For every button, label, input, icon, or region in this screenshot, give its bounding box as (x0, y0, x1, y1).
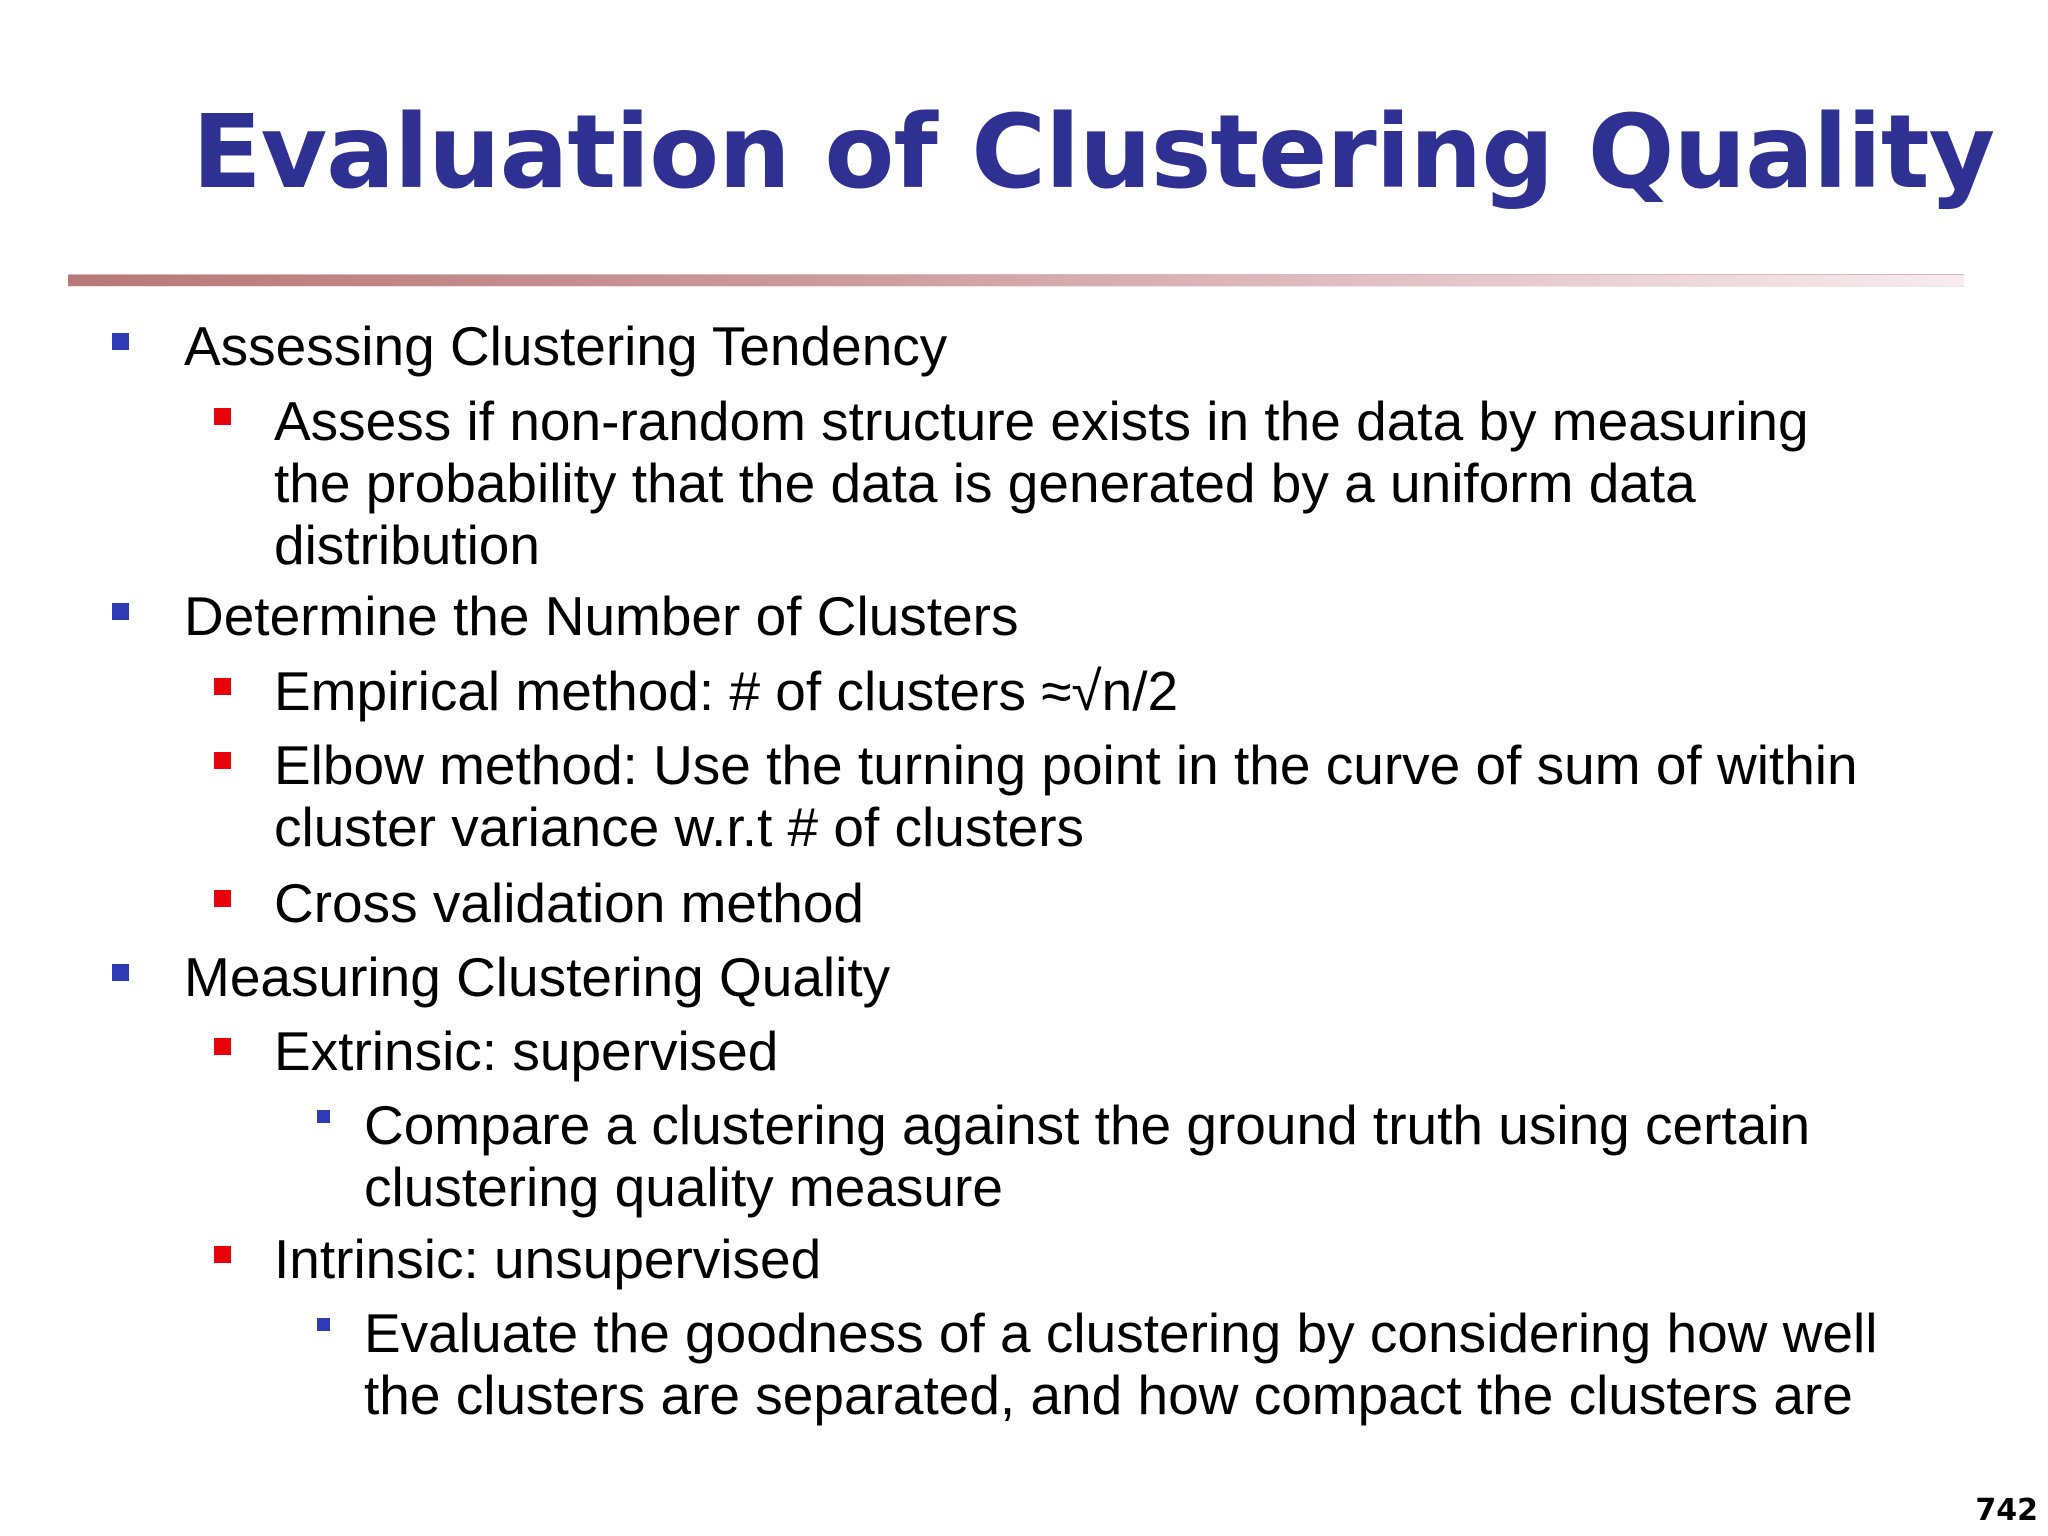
bullet-text-line: the clusters are separated, and how compact the clusters are (364, 1364, 1853, 1426)
bullet-text-line: clustering quality measure (364, 1156, 1003, 1218)
bullet-text: Assessing Clustering Tendency (184, 315, 948, 377)
bullet-text-line: distribution (274, 514, 540, 576)
bullet-determine-number-of-clusters (184, 585, 1018, 647)
bullet-extrinsic-supervised (274, 1020, 778, 1082)
square-bullet-icon (214, 1038, 231, 1055)
bullet-text-line: cluster variance w.r.t # of clusters (274, 796, 1085, 858)
bullet-assessing-clustering-tendency (184, 315, 947, 377)
bullet-text-line: Assess if non-random structure exists in the data by measuring (274, 390, 1809, 452)
square-bullet-icon (317, 1318, 330, 1331)
square-bullet-icon (214, 1246, 231, 1263)
square-bullet-icon (214, 678, 231, 695)
bullet-text: Empirical method: # of clusters ≈√n/2 (274, 660, 1179, 722)
title-divider (68, 274, 1964, 287)
bullet-text: Cross validation method (274, 872, 865, 934)
bullet-text-line: the probability that the data is generated by a uniform data (274, 452, 1696, 514)
bullet-evaluate-goodness (364, 1302, 1877, 1426)
bullet-text-line: Compare a clustering against the ground truth using certain (364, 1094, 1811, 1156)
bullet-elbow-method (274, 734, 1858, 858)
page-number: 742 (1975, 1493, 2038, 1528)
bullet-measuring-clustering-quality (184, 946, 890, 1008)
square-bullet-icon (214, 752, 231, 769)
bullet-text: Extrinsic: supervised (274, 1020, 779, 1082)
bullet-compare-against-ground-truth (364, 1094, 1810, 1218)
bullet-text: Intrinsic: unsupervised (274, 1228, 822, 1290)
bullet-text-line: Evaluate the goodness of a clustering by considering how well (364, 1302, 1878, 1364)
bullet-text: Determine the Number of Clusters (184, 585, 1019, 647)
bullet-intrinsic-unsupervised (274, 1228, 821, 1290)
bullet-empirical-method (274, 660, 1178, 722)
slide-title: Evaluation of Clustering Quality (192, 93, 1995, 212)
bullet-assess-nonrandom-structure (274, 390, 1809, 576)
square-bullet-icon (214, 408, 231, 425)
bullet-cross-validation-method (274, 872, 864, 934)
square-bullet-icon (112, 603, 129, 620)
square-bullet-icon (112, 333, 129, 350)
square-bullet-icon (214, 890, 231, 907)
square-bullet-icon (317, 1110, 330, 1123)
bullet-text: Measuring Clustering Quality (184, 946, 891, 1008)
square-bullet-icon (112, 964, 129, 981)
bullet-text-line: Elbow method: Use the turning point in the curve of sum of within (274, 734, 1858, 796)
